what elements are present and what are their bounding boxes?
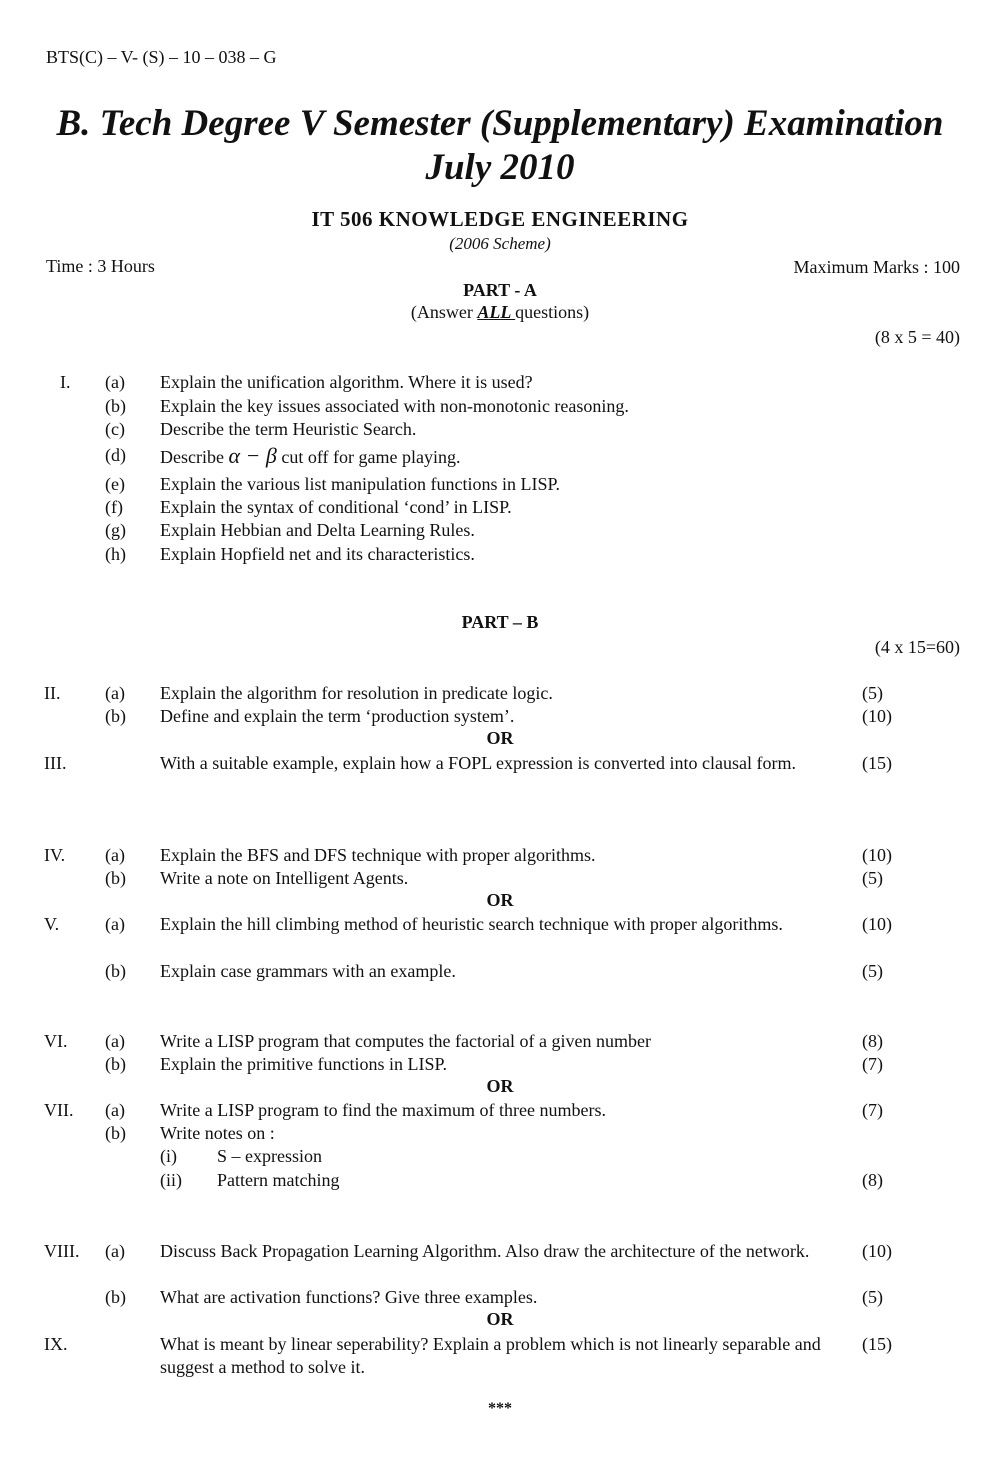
- or-separator: OR: [486, 1076, 514, 1096]
- exam-date: July 2010: [425, 147, 575, 188]
- part-a-heading: PART - A: [463, 280, 537, 300]
- exam-title: B. Tech Degree V Semester (Supplementary) Examination: [56, 103, 944, 144]
- end-marker: ***: [488, 1400, 512, 1417]
- or-separator: OR: [486, 1309, 514, 1329]
- paper-code: BTS(C) – V- (S) – 10 – 038 – G: [46, 47, 277, 67]
- part-b-heading: PART – B: [461, 612, 539, 632]
- part-a-instruction: (Answer ALL questions): [410, 302, 590, 322]
- part-b-marks: (4 x 15=60): [874, 637, 960, 657]
- time-allowed: Time : 3 Hours: [46, 256, 155, 276]
- alpha-beta-symbol: α − β: [228, 443, 277, 468]
- or-separator: OR: [486, 890, 514, 910]
- maximum-marks: Maximum Marks : 100: [793, 257, 960, 277]
- or-separator: OR: [486, 728, 514, 748]
- part-a-marks: (8 x 5 = 40): [874, 327, 960, 347]
- scheme: (2006 Scheme): [449, 234, 551, 253]
- subject-title: IT 506 KNOWLEDGE ENGINEERING: [311, 207, 689, 231]
- question-number: I.: [60, 372, 71, 392]
